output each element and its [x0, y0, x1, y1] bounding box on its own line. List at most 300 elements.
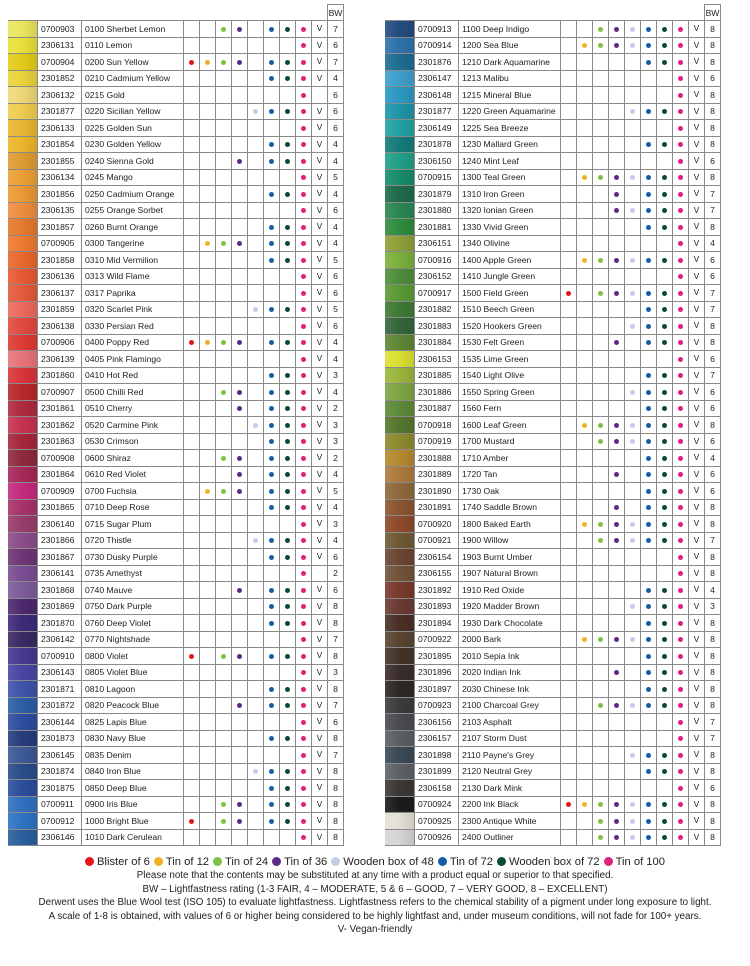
set-cell	[184, 516, 200, 533]
color-swatch	[8, 87, 38, 104]
set-cell	[609, 747, 625, 764]
dot-tin36-icon	[237, 27, 242, 32]
table-row	[385, 829, 721, 846]
set-cell	[280, 186, 296, 203]
dot-tin36-icon	[237, 703, 242, 708]
set-cell	[625, 334, 641, 351]
set-cell	[609, 318, 625, 335]
dot-tin72-icon	[269, 456, 274, 461]
set-cell	[232, 631, 248, 648]
set-cell	[641, 153, 657, 170]
set-cell	[296, 631, 312, 648]
dot-wood72-icon	[662, 522, 667, 527]
dot-tin72-icon	[646, 390, 651, 395]
set-cell	[609, 268, 625, 285]
table-row	[8, 466, 344, 483]
product-code: 2301855	[38, 153, 82, 170]
dot-tin100-icon	[678, 390, 683, 395]
table-row	[385, 796, 721, 813]
set-cell	[280, 648, 296, 665]
dot-wood72-icon	[662, 637, 667, 642]
dot-tin100-icon	[678, 192, 683, 197]
color-swatch	[8, 598, 38, 615]
bw-rating: 4	[328, 70, 344, 87]
set-cell	[673, 796, 689, 813]
dot-tin24-icon	[221, 390, 226, 395]
table-row	[8, 235, 344, 252]
set-cell	[216, 153, 232, 170]
set-cell	[216, 697, 232, 714]
set-cell	[264, 483, 280, 500]
set-cell	[609, 21, 625, 38]
vegan-mark: V	[689, 813, 705, 830]
set-cell	[232, 730, 248, 747]
dot-tin100-icon	[678, 291, 683, 296]
set-cell	[264, 813, 280, 830]
vegan-mark: V	[312, 631, 328, 648]
set-cell	[280, 87, 296, 104]
set-cell	[248, 499, 264, 516]
dot-tin36-icon	[237, 588, 242, 593]
set-cell	[248, 730, 264, 747]
dot-tin100-icon	[301, 93, 306, 98]
set-cell	[593, 120, 609, 137]
table-row	[385, 301, 721, 318]
set-cell	[216, 136, 232, 153]
color-name: 0720 Thistle	[82, 532, 184, 549]
bw-rating: 7	[705, 532, 721, 549]
dot-tin24-icon	[221, 489, 226, 494]
dot-tin24-icon	[598, 637, 603, 642]
set-cell	[200, 532, 216, 549]
bw-rating: 8	[705, 549, 721, 566]
set-cell	[296, 648, 312, 665]
set-cell	[561, 21, 577, 38]
bw-rating: 8	[705, 103, 721, 120]
dot-tin100-icon	[301, 654, 306, 659]
product-code: 0700909	[38, 483, 82, 500]
color-name: 2300 Antique White	[459, 813, 561, 830]
dot-wood72-icon	[285, 786, 290, 791]
set-cell	[673, 829, 689, 846]
set-cell	[657, 516, 673, 533]
set-cell	[673, 384, 689, 401]
set-cell	[216, 615, 232, 632]
set-cell	[657, 318, 673, 335]
set-cell	[593, 664, 609, 681]
set-cell	[296, 351, 312, 368]
set-cell	[561, 351, 577, 368]
set-cell	[657, 532, 673, 549]
set-cell	[248, 136, 264, 153]
vegan-mark: V	[689, 87, 705, 104]
dot-tin72-icon	[269, 27, 274, 32]
set-cell	[264, 631, 280, 648]
set-cell	[184, 367, 200, 384]
product-code: 0700924	[415, 796, 459, 813]
bw-rating: 5	[328, 252, 344, 269]
table-row	[8, 450, 344, 467]
bw-rating: 5	[328, 483, 344, 500]
color-name: 2020 Indian Ink	[459, 664, 561, 681]
set-cell	[200, 796, 216, 813]
set-cell	[609, 631, 625, 648]
set-cell	[625, 516, 641, 533]
bw-rating-note: BW – Lightfastness rating (1-3 FAIR, 4 – MODERATE, 5 & 6 – GOOD, 7 – VERY GOOD, 8 – EXCELLENT)	[142, 883, 608, 895]
set-cell	[296, 829, 312, 846]
dot-tin12-icon	[582, 637, 587, 642]
vegan-mark: V	[689, 664, 705, 681]
set-cell	[248, 450, 264, 467]
dot-tin100-icon	[678, 241, 683, 246]
dot-tin72-icon	[646, 670, 651, 675]
set-cell	[673, 367, 689, 384]
dot-wood72-icon	[662, 654, 667, 659]
vegan-mark: V	[312, 664, 328, 681]
set-cell	[248, 268, 264, 285]
set-cell	[184, 318, 200, 335]
set-cell	[641, 54, 657, 71]
vegan-mark: V	[689, 136, 705, 153]
color-swatch	[385, 631, 415, 648]
set-cell	[216, 532, 232, 549]
bw-rating: 4	[328, 532, 344, 549]
set-cell	[280, 37, 296, 54]
set-cell	[184, 384, 200, 401]
set-cell	[577, 186, 593, 203]
set-cell	[593, 582, 609, 599]
dot-tin36-icon	[237, 60, 242, 65]
set-cell	[625, 549, 641, 566]
set-cell	[264, 549, 280, 566]
color-name: 1320 Ionian Green	[459, 202, 561, 219]
set-cell	[673, 433, 689, 450]
set-cell	[248, 631, 264, 648]
set-cell	[232, 582, 248, 599]
color-swatch	[385, 202, 415, 219]
dot-wood72-icon	[662, 703, 667, 708]
product-code: 2306142	[38, 631, 82, 648]
color-name: 2030 Chinese Ink	[459, 681, 561, 698]
dot-tin100-icon	[678, 126, 683, 131]
set-cell	[280, 318, 296, 335]
set-cell	[593, 796, 609, 813]
bw-header: BW	[328, 5, 344, 21]
dot-wood72-icon	[285, 142, 290, 147]
set-cell	[248, 516, 264, 533]
table-row	[385, 565, 721, 582]
color-swatch	[8, 202, 38, 219]
dot-tin100-icon	[301, 159, 306, 164]
table-row	[8, 351, 344, 368]
set-cell	[200, 499, 216, 516]
bw-rating: 4	[705, 450, 721, 467]
color-name: 1410 Jungle Green	[459, 268, 561, 285]
product-code: 2301892	[415, 582, 459, 599]
set-cell	[593, 384, 609, 401]
dot-tin24-icon	[221, 241, 226, 246]
color-name: 0700 Fuchsia	[82, 483, 184, 500]
set-cell	[593, 268, 609, 285]
blue-wool-scale-note: A scale of 1-8 is obtained, with values of 6 or higher being considered to be highly lightfast and, under museum conditions, will not fade for 100+ years.	[48, 910, 702, 922]
product-code: 2301889	[415, 466, 459, 483]
dot-tin100-icon	[301, 307, 306, 312]
set-cell	[264, 219, 280, 236]
set-cell	[184, 565, 200, 582]
dot-wood72-icon	[285, 390, 290, 395]
color-swatch	[385, 466, 415, 483]
dot-wood48-icon	[253, 109, 258, 114]
table-row	[8, 21, 344, 38]
set-cell	[264, 417, 280, 434]
dot-wood72-icon	[662, 588, 667, 593]
set-cell	[248, 367, 264, 384]
color-name: 1920 Madder Brown	[459, 598, 561, 615]
bw-rating: 7	[705, 301, 721, 318]
set-cell	[593, 87, 609, 104]
header-spacer	[312, 5, 328, 21]
set-cell	[200, 120, 216, 137]
set-cell	[625, 565, 641, 582]
product-code: 2301894	[415, 615, 459, 632]
table-row	[8, 37, 344, 54]
table-row	[385, 433, 721, 450]
table-row	[8, 648, 344, 665]
set-cell	[609, 334, 625, 351]
set-cell	[577, 582, 593, 599]
dot-tin100-icon	[301, 406, 306, 411]
product-code: 2301887	[415, 400, 459, 417]
set-cell	[216, 21, 232, 38]
product-code: 2306143	[38, 664, 82, 681]
set-cell	[280, 153, 296, 170]
table-row	[385, 697, 721, 714]
set-cell	[216, 54, 232, 71]
header-spacer	[264, 5, 280, 21]
header-spacer	[82, 5, 184, 21]
set-cell	[184, 763, 200, 780]
dot-tin36-icon	[614, 423, 619, 428]
set-cell	[561, 202, 577, 219]
color-name: 1800 Baked Earth	[459, 516, 561, 533]
set-cell	[248, 351, 264, 368]
set-cell	[200, 169, 216, 186]
set-cell	[641, 697, 657, 714]
set-cell	[184, 285, 200, 302]
bw-rating: 6	[705, 466, 721, 483]
header-spacer	[689, 5, 705, 21]
set-cell	[561, 532, 577, 549]
set-cell	[248, 120, 264, 137]
set-cell	[577, 697, 593, 714]
dot-tin36-icon	[614, 819, 619, 824]
product-code: 0700911	[38, 796, 82, 813]
color-name: 0405 Pink Flamingo	[82, 351, 184, 368]
dot-tin100-icon	[678, 604, 683, 609]
set-cell	[184, 235, 200, 252]
set-cell	[609, 598, 625, 615]
color-swatch	[385, 285, 415, 302]
color-name: 1530 Felt Green	[459, 334, 561, 351]
dot-tin100-icon	[301, 703, 306, 708]
set-cell	[232, 367, 248, 384]
dot-wood72-icon	[285, 76, 290, 81]
product-code: 2301865	[38, 499, 82, 516]
set-cell	[280, 169, 296, 186]
color-swatch	[385, 318, 415, 335]
dot-tin72-icon	[269, 76, 274, 81]
vegan-mark: V	[312, 235, 328, 252]
set-cell	[593, 615, 609, 632]
dot-wood48-icon	[630, 802, 635, 807]
set-cell	[641, 384, 657, 401]
dot-tin72-icon	[269, 703, 274, 708]
set-cell	[264, 120, 280, 137]
set-cell	[673, 598, 689, 615]
legend-item	[438, 855, 493, 869]
product-code: 2301888	[415, 450, 459, 467]
set-cell	[561, 549, 577, 566]
set-cell	[248, 483, 264, 500]
set-cell	[200, 664, 216, 681]
set-cell	[184, 714, 200, 731]
color-name: 1213 Malibu	[459, 70, 561, 87]
bw-rating: 8	[328, 813, 344, 830]
vegan-mark: V	[312, 747, 328, 764]
dot-wood72-icon	[285, 538, 290, 543]
set-cell	[264, 730, 280, 747]
dot-wood72-icon	[285, 27, 290, 32]
dot-tin100-icon	[301, 522, 306, 527]
set-cell	[625, 780, 641, 797]
set-cell	[200, 549, 216, 566]
product-code: 2301852	[38, 70, 82, 87]
dot-tin36-icon	[614, 472, 619, 477]
set-cell	[577, 516, 593, 533]
set-cell	[280, 400, 296, 417]
set-cell	[248, 169, 264, 186]
set-cell	[248, 829, 264, 846]
dot-tin100-icon	[678, 93, 683, 98]
color-swatch	[8, 21, 38, 38]
dot-tin100-icon	[678, 406, 683, 411]
set-cell	[200, 417, 216, 434]
set-cell	[296, 103, 312, 120]
vegan-mark: V	[312, 351, 328, 368]
set-cell	[625, 664, 641, 681]
dot-wood72-icon	[662, 769, 667, 774]
set-cell	[232, 780, 248, 797]
set-cell	[216, 631, 232, 648]
product-code: 2306149	[415, 120, 459, 137]
color-name: 1000 Bright Blue	[82, 813, 184, 830]
color-name: 0770 Nightshade	[82, 631, 184, 648]
set-cell	[673, 565, 689, 582]
color-swatch	[385, 681, 415, 698]
set-cell	[641, 417, 657, 434]
table-row	[385, 153, 721, 170]
set-cell	[561, 813, 577, 830]
dot-tin72-icon	[646, 753, 651, 758]
product-code: 2301864	[38, 466, 82, 483]
product-code: 2301854	[38, 136, 82, 153]
dot-wood72-icon	[662, 753, 667, 758]
color-name: 0820 Peacock Blue	[82, 697, 184, 714]
bw-rating: 6	[705, 70, 721, 87]
set-cell	[248, 318, 264, 335]
set-cell	[673, 268, 689, 285]
dot-tin72-icon	[269, 258, 274, 263]
bw-rating: 5	[328, 301, 344, 318]
vegan-mark: V	[312, 285, 328, 302]
set-cell	[280, 813, 296, 830]
dot-tin36-icon	[614, 27, 619, 32]
vegan-mark: V	[312, 763, 328, 780]
dot-tin72-icon	[269, 109, 274, 114]
set-cell	[248, 433, 264, 450]
color-name: 0260 Burnt Orange	[82, 219, 184, 236]
set-cell	[625, 87, 641, 104]
set-cell	[625, 136, 641, 153]
dot-tin100-icon	[301, 802, 306, 807]
set-cell	[248, 681, 264, 698]
set-cell	[264, 466, 280, 483]
set-cell	[232, 285, 248, 302]
set-cell	[593, 499, 609, 516]
set-cell	[609, 582, 625, 599]
bw-rating: 8	[705, 664, 721, 681]
color-swatch	[8, 631, 38, 648]
dot-tin100-icon	[678, 753, 683, 758]
set-cell	[200, 351, 216, 368]
dot-tin100-icon	[678, 835, 683, 840]
product-code: 0700908	[38, 450, 82, 467]
table-row	[385, 21, 721, 38]
set-cell	[216, 400, 232, 417]
color-swatch	[8, 829, 38, 846]
color-name: 0210 Cadmium Yellow	[82, 70, 184, 87]
set-cell	[216, 648, 232, 665]
vegan-mark: V	[689, 565, 705, 582]
set-cell	[609, 301, 625, 318]
dot-wood72-icon	[285, 769, 290, 774]
header-spacer	[200, 5, 216, 21]
set-cell	[561, 615, 577, 632]
set-cell	[216, 681, 232, 698]
set-cell	[625, 796, 641, 813]
bw-rating: 8	[328, 730, 344, 747]
set-cell	[200, 631, 216, 648]
set-cell	[296, 219, 312, 236]
dot-tin72-icon	[646, 192, 651, 197]
dot-tin100-icon	[301, 753, 306, 758]
dot-tin72-icon	[646, 373, 651, 378]
dot-wood48-icon	[630, 753, 635, 758]
set-cell	[264, 747, 280, 764]
set-cell	[184, 450, 200, 467]
set-cell	[609, 103, 625, 120]
set-cell	[184, 631, 200, 648]
set-cell	[200, 747, 216, 764]
set-cell	[280, 796, 296, 813]
dot-wood72-icon	[285, 159, 290, 164]
bw-rating: 8	[328, 780, 344, 797]
set-cell	[577, 301, 593, 318]
set-cell	[184, 202, 200, 219]
product-code: 0700904	[38, 54, 82, 71]
set-cell	[232, 252, 248, 269]
header-spacer	[184, 5, 200, 21]
